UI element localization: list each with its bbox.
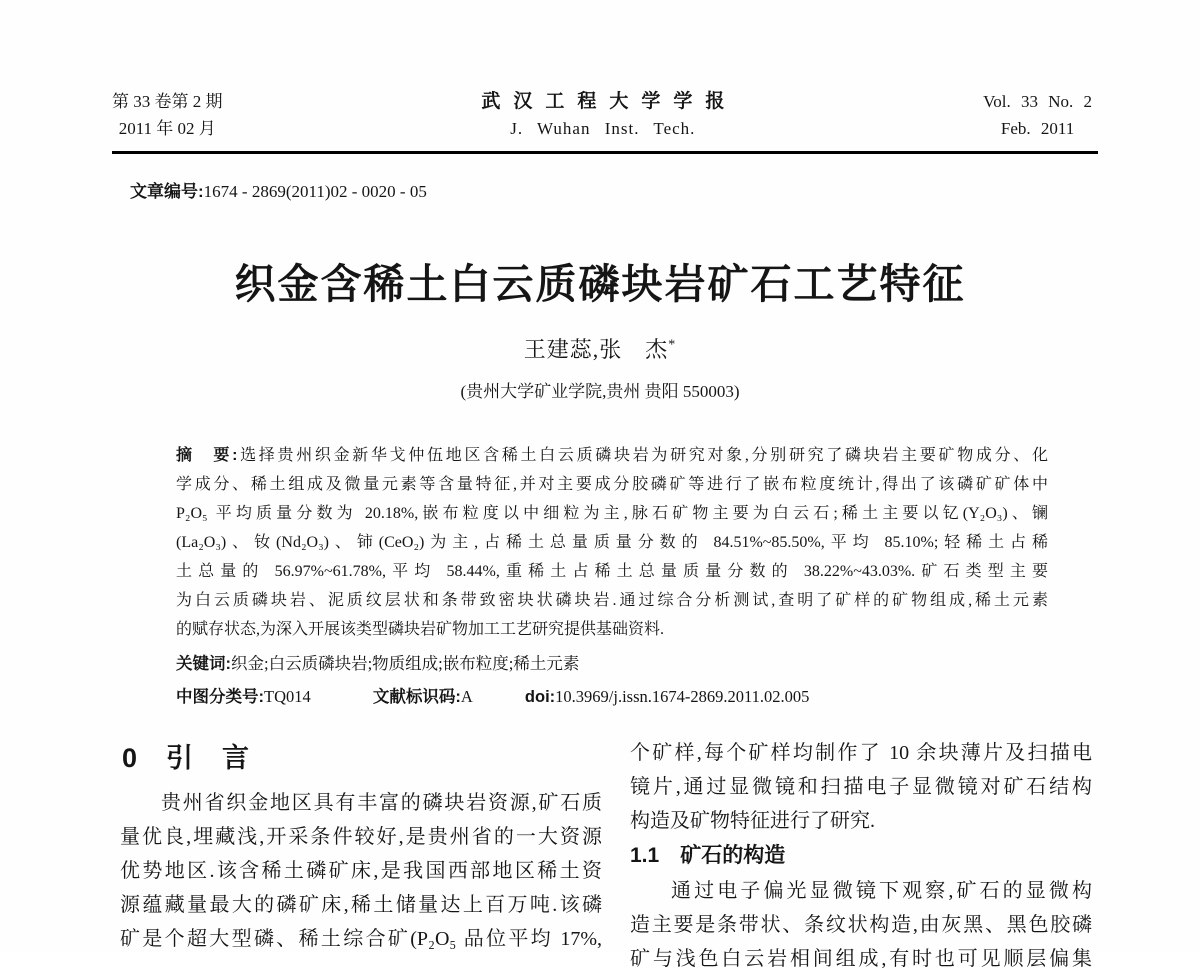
article-number-value: 1674 - 2869(2011)02 - 0020 - 05 xyxy=(203,182,427,201)
body-line: 通过电子偏光显微镜下观察,矿石的显微构 xyxy=(671,880,1092,902)
keywords-value: 织金;白云质磷块岩;物质组成;嵌布粒度;稀土元素 xyxy=(231,654,580,673)
body-line: 矿与浅色白云岩相间组成,有时也可见顺层偏集 xyxy=(630,948,1092,970)
journal-name-cn: 武汉工程大学学报 xyxy=(481,91,738,112)
abstract-line: (La₂O₃)、钕(Nd₂O₃)、铈(CeO₂)为主,占稀土总量质量分数的 84.51%~85.50%,平均 85.10%;轻稀土占稀 xyxy=(176,534,1048,551)
journal-volume-block xyxy=(983,88,1092,142)
journal-header xyxy=(112,88,1092,142)
clc-segment xyxy=(176,687,311,706)
body-line: 源蕴藏量最大的磷矿床,稀土储量达上百万吨.该磷 xyxy=(120,894,602,916)
article-number-label: 文章编号: xyxy=(130,182,204,201)
abstract-line: 土总量的 56.97%~61.78%,平均 58.44%,重稀土占稀土总量质量分数的 38.22%~43.03%.矿石类型主要 xyxy=(176,563,1048,580)
journal-name-en: J. Wuhan Inst. Tech. xyxy=(510,119,696,138)
abstract-line-text: 选择贵州织金新华戈仲伍地区含稀土白云质磷块岩为研究对象,分别研究了磷块岩主要矿物成分、化 xyxy=(237,447,1048,464)
keywords-label: 关键词: xyxy=(176,655,231,673)
author-note-asterisk: * xyxy=(668,337,677,353)
body-line: 贵州省织金地区具有丰富的磷块岩资源,矿石质 xyxy=(161,792,602,814)
body-line: 个矿样,每个矿样均制作了 10 余块薄片及扫描电 xyxy=(630,742,1092,764)
abstract-block xyxy=(176,441,1048,644)
body-line: 矿是个超大型磷、稀土综合矿(P₂O₅ 品位平均 17%, xyxy=(120,928,602,950)
subsection-heading-ore-structure: 1.1 矿石的构造 xyxy=(630,844,786,867)
keywords-line xyxy=(176,650,1048,674)
doi-value: 10.3969/j.issn.1674-2869.2011.02.005 xyxy=(555,687,810,706)
affiliation: (贵州大学矿业学院,贵州 贵阳 550003) xyxy=(460,382,740,401)
header-rule xyxy=(112,151,1098,154)
body-columns xyxy=(120,736,1092,976)
right-column xyxy=(630,736,1092,976)
body-line: 量优良,埋藏浅,开采条件较好,是贵州省的一大资源 xyxy=(120,826,602,848)
journal-volume-issue-en: Vol. 33 No. 2 xyxy=(983,92,1092,111)
article-number xyxy=(130,177,427,202)
journal-date-cn: 2011 年 02 月 xyxy=(118,119,216,138)
left-column xyxy=(120,736,602,976)
doc-code-segment xyxy=(373,687,473,706)
journal-date-en: Feb. 2011 xyxy=(1000,119,1075,138)
doi-segment xyxy=(525,687,809,706)
abstract-label: 摘 要: xyxy=(176,447,238,464)
doc-code-value: A xyxy=(460,687,473,706)
paper-title: 织金含稀土白云质磷块岩矿石工艺特征 xyxy=(234,261,966,308)
abstract-line: 的赋存状态,为深入开展该类型磷块岩矿物加工工艺研究提供基础资料. xyxy=(176,621,665,638)
clc-value: TQ014 xyxy=(264,687,311,706)
clc-label: 中图分类号: xyxy=(176,688,264,706)
body-line: 造主要是条带状、条纹状构造,由灰黑、黑色胶磷 xyxy=(630,914,1092,936)
journal-issue-block xyxy=(112,88,223,142)
classification-line xyxy=(176,683,1076,707)
doc-code-label: 文献标识码: xyxy=(372,688,461,706)
journal-name-block xyxy=(481,88,738,142)
abstract-line: 为白云质磷块岩、泥质纹层状和条带致密块状磷块岩.通过综合分析测试,查明了矿样的矿物组成,稀土元素 xyxy=(176,592,1048,609)
abstract-line: P₂O₅ 平均质量分数为 20.18%,嵌布粒度以中细粒为主,脉石矿物主要为白云石;稀土主要以钇(Y₂O₃)、镧 xyxy=(176,505,1048,522)
body-line: 优势地区.该含稀土磷矿床,是我国西部地区稀土资 xyxy=(120,860,602,882)
doi-label: doi: xyxy=(524,688,556,706)
body-line: 构造及矿物特征进行了研究. xyxy=(630,810,875,832)
section-heading-introduction: 0 引 言 xyxy=(122,743,251,773)
body-line: 镜片,通过显微镜和扫描电子显微镜对矿石结构 xyxy=(630,776,1092,798)
authors-line xyxy=(0,333,1200,364)
abstract-line: 学成分、稀土组成及微量元素等含量特征,并对主要成分胶磷矿等进行了嵌布粒度统计,得出了该磷矿矿体中 xyxy=(176,476,1048,493)
author-names: 王建蕊,张 杰 xyxy=(523,337,669,362)
journal-volume-issue-cn: 第 33 卷第 2 期 xyxy=(112,92,223,111)
abstract-line xyxy=(176,441,1048,470)
